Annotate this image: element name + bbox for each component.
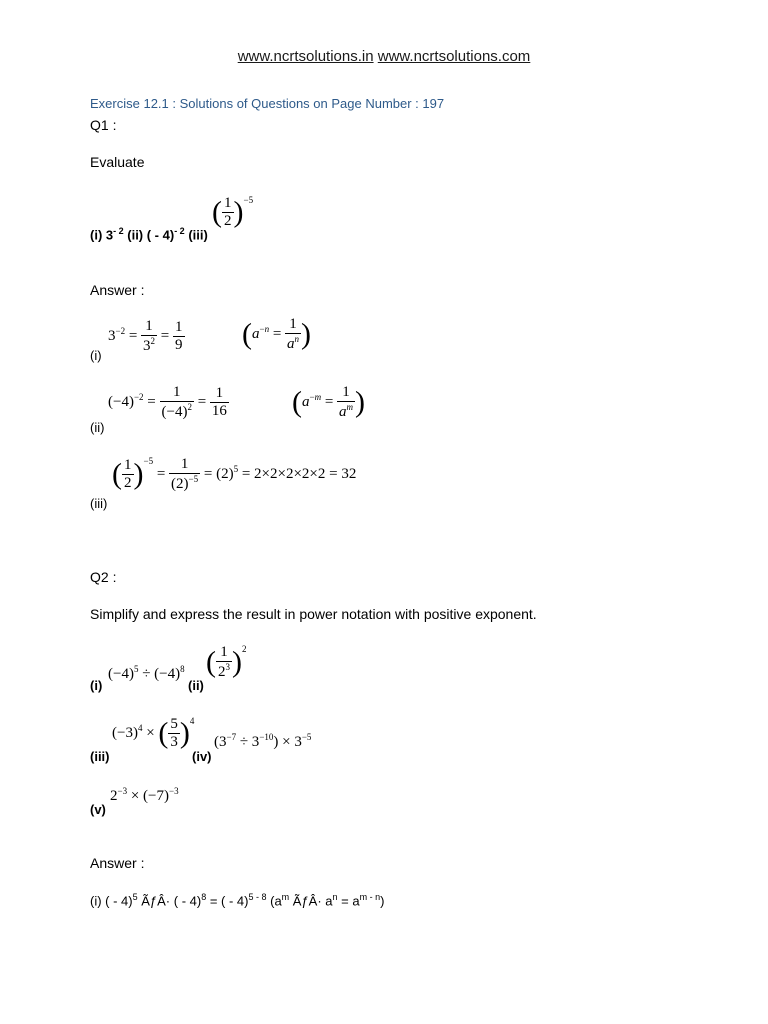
q1-ans-i-label: (i) — [90, 348, 102, 363]
q2-part-ii-label: (ii) — [188, 678, 204, 693]
q2-part-i-expression: $(-4)^5 \div (-4)^8$ — [108, 664, 185, 682]
q1-answer-label: Answer : — [90, 282, 145, 298]
header-link-com[interactable]: www.ncrtsolutions.com — [377, 48, 531, 65]
page-header — [0, 48, 768, 65]
header-link-in[interactable]: www.ncrtsolutions.in — [237, 48, 374, 65]
q2-part-ii-expression: ( $\frac{1}{2^3}$ )$^2$ — [206, 644, 247, 680]
q1-label: Q1 : — [90, 117, 117, 133]
q2-instruction: Simplify and express the result in power notation with positive exponent. — [90, 606, 537, 622]
q2-part-iii-label: (iii) — [90, 749, 110, 764]
q1-ans-iii-expression: ( $\frac{1}{2}$ )$^{-5}$ = $\frac{1}{(2)^{-5}}$ = $(2)^5 = 2\times 2\times 2\times 2\times 2 = 32$ — [112, 456, 357, 492]
q1-ans-i-expression: $3^{-2}$ = $\frac{1}{3^2}$ = $\frac{1}{9}$ — [108, 318, 183, 354]
q2-answer-label: Answer : — [90, 855, 145, 871]
q2-part-v-expression: $2^{-3} \times (-7)^{-3}$ — [110, 786, 179, 804]
exercise-title: Exercise 12.1 : Solutions of Questions on Page Number : 197 — [90, 96, 445, 111]
q2-part-iv-expression: $(3^{-7} \div 3^{-10}) \times 3^{-5}$ — [214, 732, 312, 750]
q2-part-v-label: (v) — [90, 802, 106, 817]
q1-ans-ii-rule: ($a^{-m}$ = $\frac{1}{a^m}$ ) — [292, 384, 366, 420]
q2-part-iv-label: (iv) — [192, 749, 212, 764]
q1-ans-ii-label: (ii) — [90, 420, 105, 435]
q1-ans-ii-expression: $(-4)^{-2}$ = $\frac{1}{(-4)^2}$ = $\frac{1}{16}$ — [108, 384, 227, 420]
q1-parts: (i) $3^{- 2}$ (ii) ( - 4)$^{- 2}$ (iii) — [90, 226, 208, 243]
q2-part-i-label: (i) — [90, 678, 103, 693]
q1-ans-iii-label: (iii) — [90, 496, 108, 511]
q1-ans-i-rule: ($a^{-n}$ = $\frac{1}{a^n}$ ) — [242, 316, 312, 352]
q1-instruction: Evaluate — [90, 154, 145, 170]
q2-part-iii-expression: $(-3)^4$ × ( $\frac{5}{3}$ )$^4$ — [112, 716, 195, 750]
q2-answer-line: (i) ( - 4)$^5$ ÃƒÂ· ( - 4)$^8$ = ( - 4)$^{5 - 8}$ ($a^m$ ÃƒÂ· $a^n = a^{m - n}$) — [90, 892, 385, 909]
q2-label: Q2 : — [90, 569, 117, 585]
q1-iii-expression: ( $\frac{1}{2}$ )$^{-5}$ — [212, 195, 254, 229]
